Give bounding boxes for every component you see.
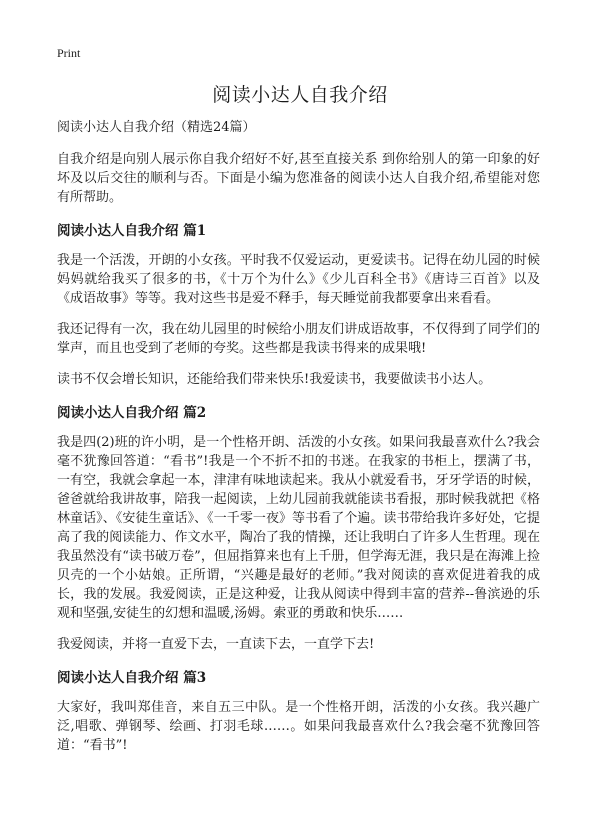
print-label: Print [57, 46, 81, 60]
section-3-heading: 阅读小达人自我介绍 篇3 [57, 670, 207, 686]
section-3-paragraph-1: 大家好，我叫郑佳音，来自五三中队。是一个性格开朗，活泼的小女孩。我兴趣广泛,唱歌、弹钢琴、绘画、打羽毛球……。如果问我最喜欢什么?我会毫不犹豫回答道：“看书”! [57, 700, 540, 753]
document-title: 阅读小达人自我介绍 [212, 84, 388, 106]
section-2-paragraph-2: 我爱阅读，并将一直爱下去，一直读下去，一直学下去! [57, 637, 375, 652]
section-1-heading: 阅读小达人自我介绍 篇1 [57, 223, 207, 239]
section-2-heading: 阅读小达人自我介绍 篇2 [57, 405, 207, 421]
section-2-paragraph-1: 我是四(2)班的许小明，是一个性格开朗、活泼的小女孩。如果问我最喜欢什么?我会毫不犹豫回答道：“看书”!我是一个不折不扣的书迷。在我家的书柜上，摆满了书，一有空，我就会拿起一本，津津有味地读起来。我从小就爱看书，牙牙学语的时候，爸爸就给我讲故事，陪我一起阅读，上幼儿园前我就能读书看报，那时候我就把《格林童话》、《安徒生童话》、《一千零一夜》等书看了个遍。读书带给我许多好处，它提高了我的阅读能力、作文水平，陶冶了我的情操，还让我明白了许多人生哲理。现在我虽然没有“读书破万卷”，但屈指算来也有上千册，但学海无涯，我只是在海滩上捡贝壳的一个小姑娘。正所谓，“兴趣是最好的老师。”我对阅读的喜欢促进着我的成长，我的发展。我爱阅读，正是这种爱，让我从阅读中得到丰富的营养--鲁滨逊的乐观和坚强,安徒生的幻想和温暖,汤姆。索亚的勇敢和快乐…… [57, 435, 540, 621]
document-subtitle: 阅读小达人自我介绍（精选24篇） [57, 120, 256, 135]
intro-paragraph: 自我介绍是向别人展示你自我介绍好不好,甚至直接关系 到你给别人的第一印象的好坏及以后交往的顺利与否。下面是小编为您准备的阅读小达人自我介绍,希望能对您有所帮助。 [57, 152, 540, 205]
section-1-paragraph-1: 我是一个活泼，开朗的小女孩。平时我不仅爱运动，更爱读书。记得在幼儿园的时候妈妈就给我买了很多的书，《十万个为什么》《少儿百科全书》《唐诗三百首》以及《成语故事》等等。我对这些书是爱不释手，每天睡觉前我都要拿出来看看。 [57, 253, 540, 306]
document-body [57, 118, 540, 767]
section-1-paragraph-3: 读书不仅会增长知识，还能给我们带来快乐!我爱读书，我要做读书小达人。 [57, 372, 492, 387]
section-1-paragraph-2: 我还记得有一次，我在幼儿园里的时候给小朋友们讲成语故事，不仅得到了同学们的掌声，而且也受到了老师的夸奖。这些都是我读书得来的成果哦! [57, 322, 540, 356]
